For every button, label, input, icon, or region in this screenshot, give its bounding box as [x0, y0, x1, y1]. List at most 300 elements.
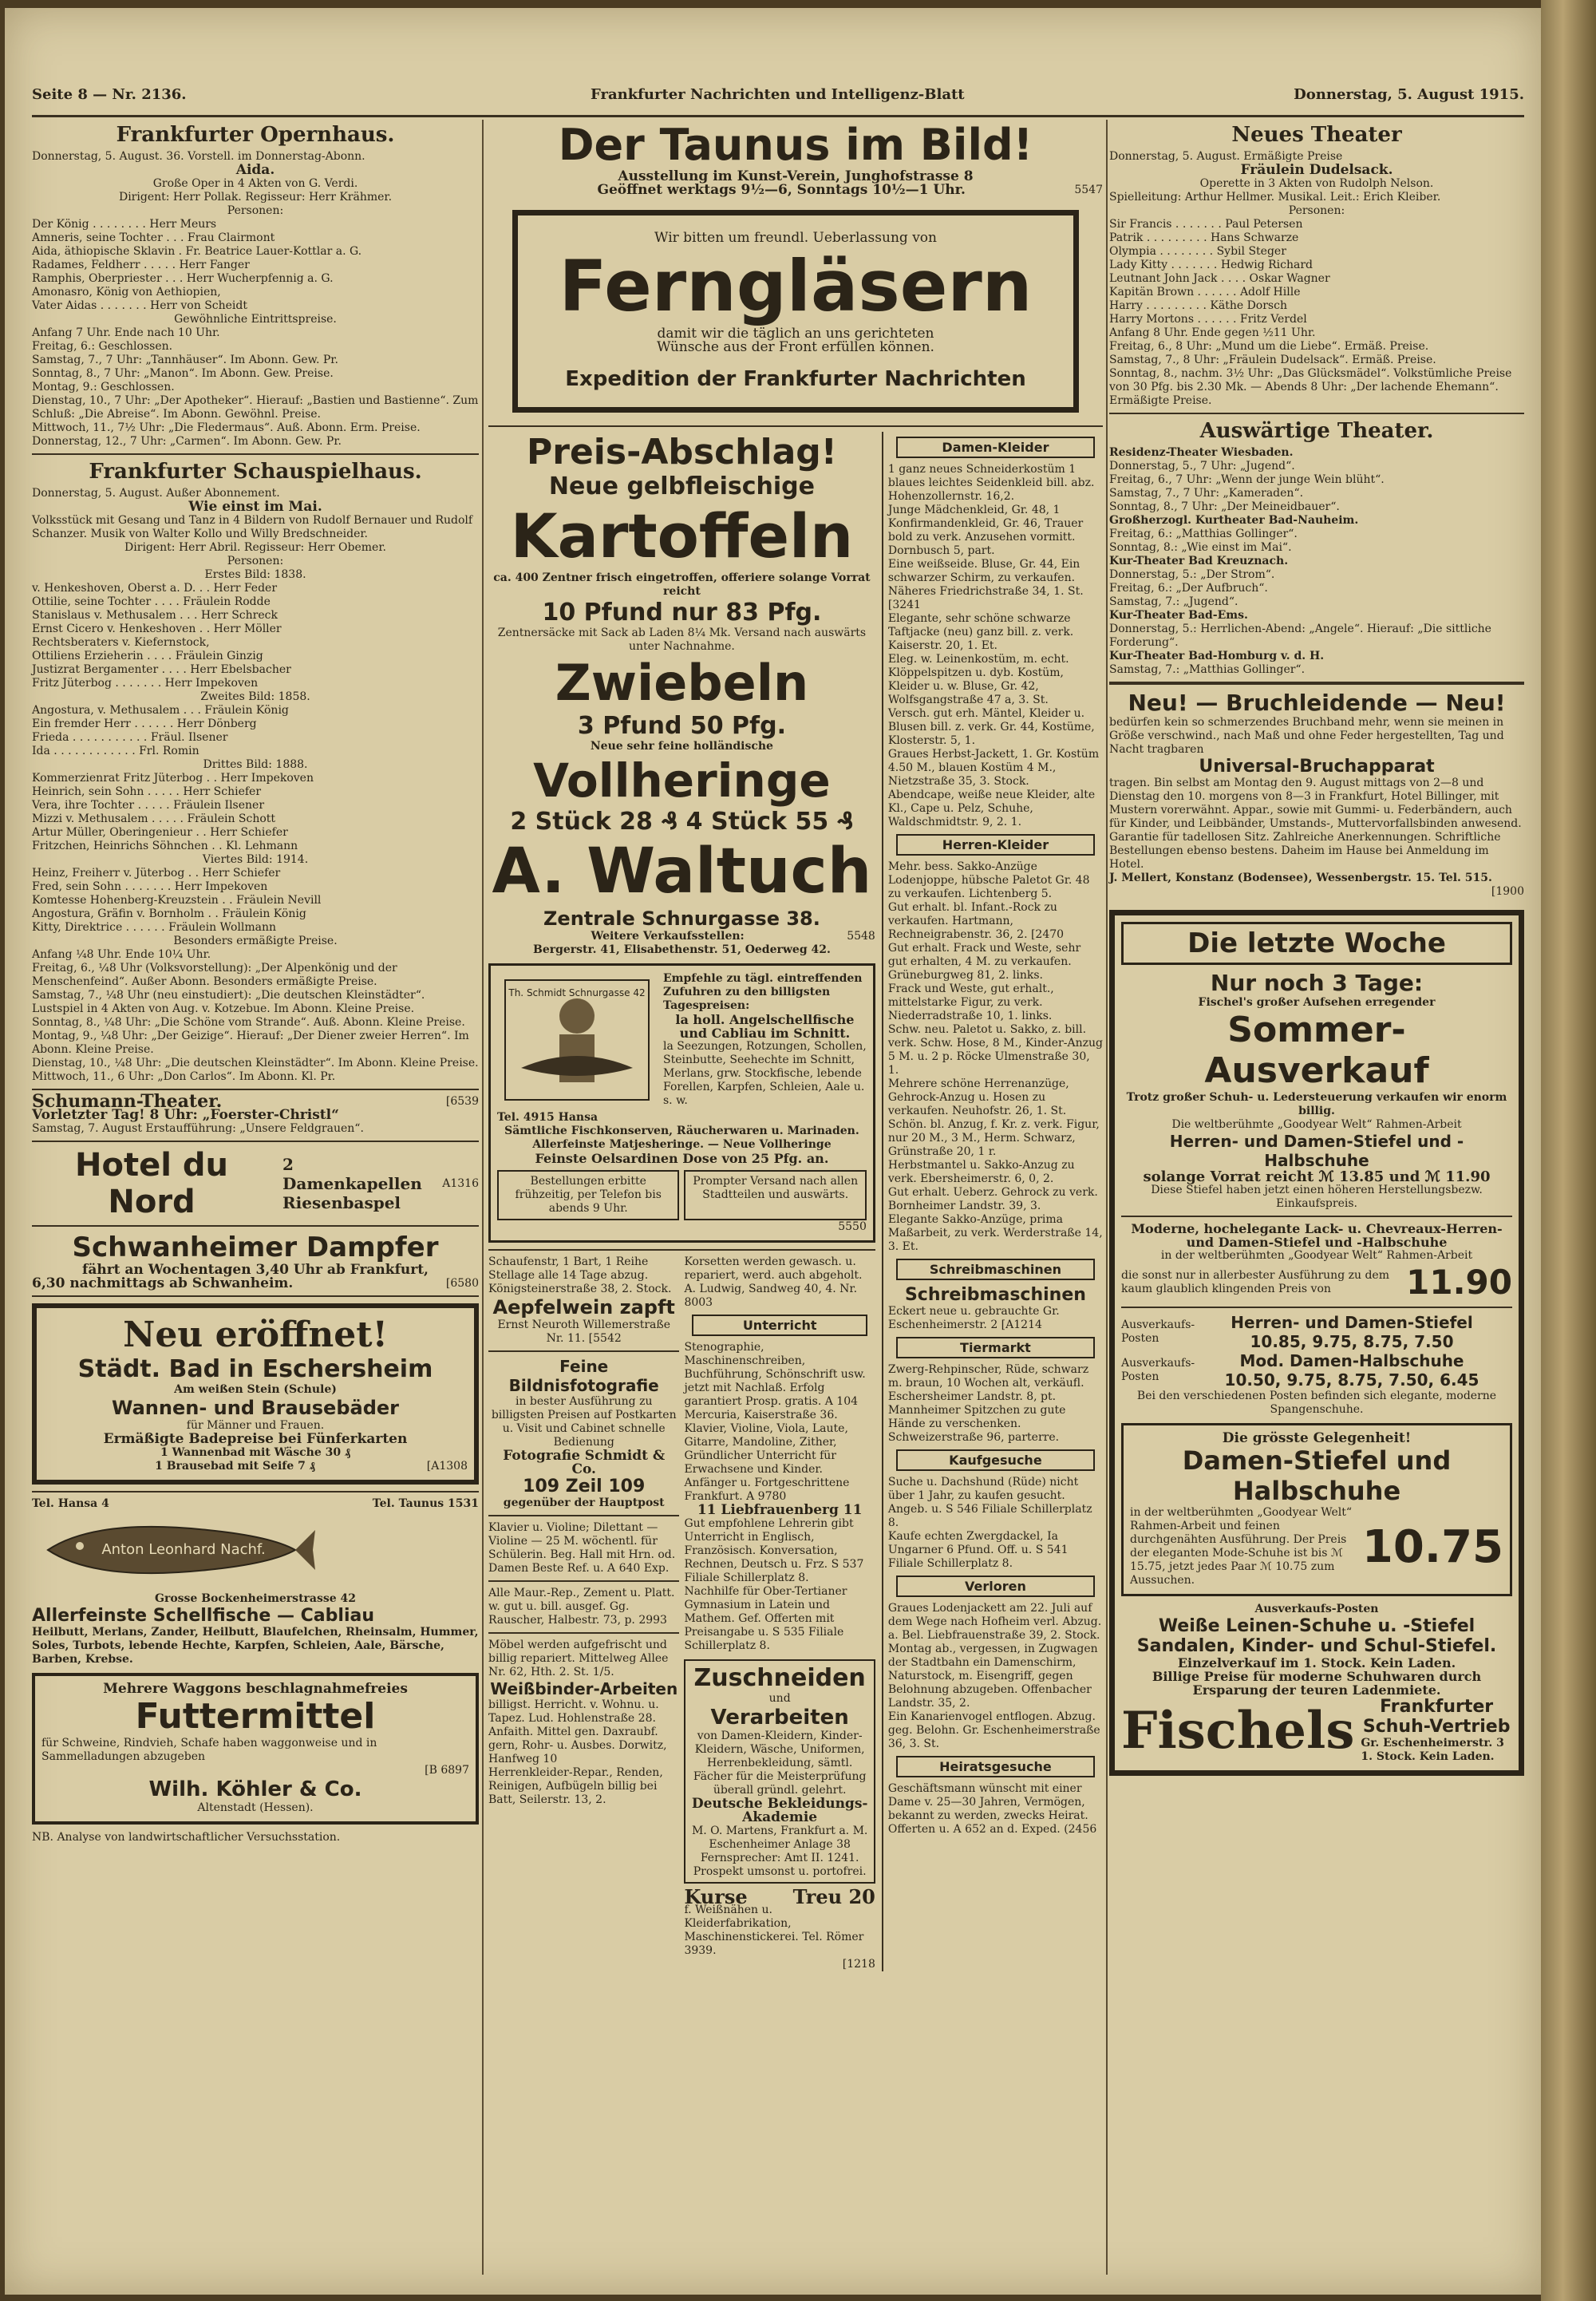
- hotel-text1: 2 Damenkapellen: [282, 1155, 422, 1193]
- schmidt-b2: Prompter Versand nach allen Stadtteilen und auswärts.: [684, 1170, 866, 1220]
- fischel-gel: Die grösste Gelegenheit!: [1222, 1430, 1412, 1446]
- header-left: Seite 8 — Nr. 2136.: [32, 86, 187, 103]
- zusch-und: und: [768, 1692, 791, 1705]
- ad-code: 5547: [1074, 184, 1103, 196]
- bad-loc: Am weißen Stein (Schule): [174, 1383, 337, 1396]
- opera-date: Donnerstag, 5. August. 36. Vorstell. im Donnerstag-Abonn.: [32, 150, 365, 163]
- small-ad: Klavier u. Violine; Dilettant — Violine — 25 M. wöchentl. für Schülerin. Beg. Hall mit Hrn. od. Damen Beste Ref. u. A 640 Exp.: [488, 1521, 676, 1575]
- classified: Frack und Weste, gut erhalt., mittelstarke Figur, zu verk. Niederradstraße 10, 1. links.: [887, 982, 1054, 1022]
- cast-line: Drittes Bild: 1888.: [203, 758, 308, 771]
- classified: Abendcape, weiße neue Kleider, alte Kl., Cape u. Pelz, Schuhe, Waldschmidtstr. 9, 2. 1.: [887, 789, 1096, 828]
- fischel-addr2: 1. Stock. Kein Laden.: [1361, 1750, 1495, 1763]
- cast-line: Patrik . . . . . . . . . Hans Schwarze: [1109, 231, 1299, 244]
- theater-name: Residenz-Theater Wiesbaden.: [1109, 446, 1294, 459]
- schmidt-matj: Allerfeinste Matjesheringe. — Neue Vollheringe: [532, 1138, 832, 1151]
- cast-line: v. Henkeshoven, Oberst a. D. . . Herr Feder: [32, 582, 278, 595]
- futter-place: Altenstadt (Hessen).: [197, 1801, 314, 1814]
- section-kaufgesuche: Kaufgesuche: [896, 1449, 1095, 1471]
- cast-line: Fritzchen, Heinrichs Söhnchen . . Kl. Lehmann: [32, 840, 298, 852]
- section-damen: Damen-Kleider: [896, 437, 1095, 458]
- bek-phone: Fernsprecher: Amt II. 1241. Prospekt umsonst u. portofrei.: [693, 1852, 867, 1878]
- cast-line: Heinrich, sein Sohn . . . . . Herr Schiefer: [32, 785, 262, 798]
- schauspiel-schedule: [32, 962, 479, 1084]
- fischel-note1: Diese Stiefel haben jetzt einen höheren Herstellungsbezw. Einkaufspreis.: [1151, 1184, 1483, 1210]
- bad-title: Neu eröffnet!: [123, 1315, 388, 1355]
- cast-line: Fred, sein Sohn . . . . . . . Herr Impekoven: [32, 880, 268, 893]
- photo-title: Feine Bildnisfotografie: [508, 1357, 659, 1395]
- theater-name: Kur-Theater Bad-Ems.: [1109, 609, 1248, 622]
- cast-line: Ernst Cicero v. Henkeshoven . . Herr Möller: [32, 623, 282, 635]
- cast-line: Harry Mortons . . . . . . Fritz Verdel: [1109, 313, 1307, 326]
- classified: Eleg. w. Leinenkostüm, m. echt. Klöppelspitzen u. dyb. Kostüm, Kleider u. w. Bluse, Gr. 42, Wolfsgangstraße 47 a, 3. St.: [887, 653, 1069, 706]
- divider: [32, 1141, 479, 1142]
- schedule-line: Freitag, 6.: „Matthias Gollinger“.: [1109, 528, 1298, 540]
- fern-line1: damit wir die täglich an uns gerichteten: [657, 326, 934, 342]
- cast-line: Heinz, Freiherr v. Jüterbog . . Herr Schiefer: [32, 867, 281, 880]
- cast-line: Kommerzienrat Fritz Jüterbog . . Herr Impekoven: [32, 772, 314, 785]
- small-ad: 11 Liebfrauenberg 11: [697, 1502, 863, 1518]
- ad-code: A1316: [442, 1176, 479, 1190]
- taunus-ad: [488, 120, 1103, 197]
- schmidt-sard: Feinste Oelsardinen Dose von 25 Pfg. an.: [535, 1151, 829, 1166]
- fischel-price2-text: die sonst nur in allerbester Ausführung zu dem kaum glaublich klingenden Preis von: [1121, 1268, 1389, 1295]
- classified: Mehr. bess. Sakko-Anzüge Lodenjoppe, hübsche Paletot Gr. 48 zu verkaufen. Lichtenberg 5.: [887, 860, 1090, 900]
- schauspiel-persons: Personen:: [227, 555, 284, 567]
- weis-title: Weißbinder-Arbeiten: [490, 1679, 678, 1698]
- taunus-line1: Ausstellung im Kunst-Verein, Junghofstrasse 8: [618, 168, 974, 184]
- fisch-list: Heilbutt, Merlans, Zander, Heilbutt, Blaufelchen, Rheinsalm, Hummer, Soles, Turbots, lebende Hechte, Karpfen, Schleien, Aale, Bärsche, Barben, Krebse.: [32, 1626, 479, 1666]
- schedule-line: Dienstag, 10., ¼8 Uhr: „Die deutschen Kleinstädter“. Im Abonn. Kleine Preise.: [32, 1057, 479, 1069]
- schedule-line: Freitag, 6., 8 Uhr: „Mund um die Liebe“. Ermäß. Preise.: [1109, 340, 1429, 353]
- fischel-sub: Fischel's großer Aufsehen erregender: [1198, 996, 1436, 1009]
- header-center: Frankfurter Nachrichten und Intelligenz-Blatt: [591, 86, 965, 103]
- cast-line: Artur Müller, Oberingenieur . . Herr Schiefer: [32, 826, 288, 839]
- cast-line: Vera, ihre Tochter . . . . . Fräulein Ilsener: [32, 799, 265, 812]
- schedule-line: Sonntag, 8.: „Wie einst im Mai“.: [1109, 541, 1292, 554]
- fisch-brand: Anton Leonhard Nachf.: [101, 1541, 266, 1558]
- classified: Schön. bl. Anzug, f. Kr. z. verk. Figur, nur 20 M., 3 M., Herm. Schwarz, Grünstraße 20, 1 r.: [887, 1118, 1100, 1158]
- ad-code: [6539: [445, 1095, 479, 1108]
- section-schreibmaschinen: Schreibmaschinen: [896, 1259, 1095, 1280]
- small-ad: Herrenkleider-Repar., Renden, Reinigen, Aufbügeln billig bei Batt, Seilerstr. 13, 2.: [488, 1766, 663, 1806]
- dampfer-line1: fährt an Wochentagen 3,40 Uhr ab Frankfurt,: [82, 1262, 429, 1278]
- cast-line: Ottiliens Erzieherin . . . . Fräulein Ginzig: [32, 650, 263, 662]
- hotel-ad: [32, 1147, 479, 1220]
- classified: Graues Herbst-Jackett, 1. Gr. Kostüm 4.50 M., blauen Kostüm 4 M., Nietzstraße 35, 3. Stock.: [887, 748, 1100, 788]
- fisch-tel-left: Tel. Hansa 4: [32, 1497, 109, 1510]
- fischel-ds: Damen-Stiefel und Halbschuhe: [1182, 1445, 1452, 1506]
- taunus-title: Der Taunus im Bild!: [558, 120, 1033, 170]
- ad-code: [A1308: [426, 1460, 468, 1473]
- schedule-line: Sonntag, 8., 7 Uhr: „Der Meineidbauer“.: [1109, 500, 1340, 513]
- fischel-price1: solange Vorrat reicht ℳ 13.85 und ℳ 11.90: [1143, 1168, 1491, 1185]
- classified: Zwerg-Rehpinscher, Rüde, schwarz m. braun, 10 Wochen alt, verkäufl. Eschersheimer Landstr. 8, pt.: [887, 1363, 1089, 1403]
- fischel-days: Nur noch 3 Tage:: [1210, 970, 1424, 996]
- cast-line: Radames, Feldherr . . . . . Herr Fanger: [32, 259, 250, 271]
- schauspiel-title: Frankfurter Schauspielhaus.: [89, 460, 422, 484]
- classified: Schreibmaschinen: [904, 1285, 1086, 1305]
- waltuch-zw-price: 3 Pfund 50 Pfg.: [577, 712, 786, 740]
- bad-name: Städt. Bad in Eschersheim: [77, 1355, 433, 1383]
- small-ad: Möbel werden aufgefrischt und billig repariert. Mittelweg Allee Nr. 62, Hth. 2. St. 1/5.: [488, 1639, 669, 1678]
- cast-line: Frieda . . . . . . . . . . . Fräul. Ilsener: [32, 731, 228, 744]
- classified: Eine weißseide. Bluse, Gr. 44, Ein schwarzer Schirm, zu verkaufen. Näheres Friedrichstraße 34, 1. St. [3241: [887, 558, 1084, 611]
- waltuch-voll: Vollheringe: [533, 753, 831, 808]
- schmidt-line: Sämtliche Fischkonserven, Räucherwaren u. Marinaden.: [504, 1125, 859, 1137]
- column-3: [1109, 120, 1524, 1782]
- opera-title: Frankfurter Opernhaus.: [116, 123, 395, 147]
- schedule-line: Freitag, 6., 7 Uhr: „Wenn der junge Wein blüht“.: [1109, 473, 1385, 486]
- schedule-line: Samstag, 7.: „Jugend“.: [1109, 595, 1238, 608]
- schedule-line: Donnerstag, 5.: Herrlichen-Abend: „Angele“. Hierauf: „Die sittliche Forderung“.: [1109, 623, 1491, 649]
- schedule-line: Dienstag, 10., 7 Uhr: „Der Apotheker“. Hierauf: „Bastien und Bastienne“. Zum Schluß: „Die Abreise“. Im Abonn. Gewöhnl. Preise.: [32, 394, 479, 421]
- ad-code: [B 6897: [425, 1764, 469, 1777]
- classified: Mannheimer Spitzchen zu gute Hände zu verschenken. Schweizerstraße 96, parterre.: [887, 1404, 1066, 1444]
- bruch-title: Neu! — Bruchleidende — Neu!: [1128, 690, 1506, 716]
- divider: [488, 425, 1103, 427]
- fisch-headline: Allerfeinste Schellfische — Cabliau: [32, 1606, 374, 1626]
- col2-split: [488, 432, 1103, 1971]
- schedule-line: Samstag, 7., 7 Uhr: „Tannhäuser“. Im Abonn. Gew. Pr.: [32, 354, 338, 366]
- bad-price-2: 1 Brausebad mit Seife 7 ₰: [155, 1460, 315, 1473]
- schmidt-h1: Empfehle zu tägl. eintreffenden Zufuhren zu den billigsten Tagespreisen:: [663, 972, 863, 1012]
- fisch-address: Grosse Bockenheimerstrasse 42: [154, 1592, 357, 1605]
- ad-code: [1900: [1491, 885, 1524, 898]
- opera-info: Große Oper in 4 Akten von G. Verdi.: [152, 177, 358, 190]
- fischel-item4: Mod. Damen-Halbschuhe: [1239, 1351, 1464, 1370]
- divider: [1109, 682, 1524, 685]
- classified: Schw. neu. Paletot u. Sakko, z. bill. verk. Schw. Hose, 8 M., Kinder-Anzug 5 M. u. 2 p. Röcke Ulmenstraße 30, 1.: [887, 1023, 1103, 1077]
- col2-right: [882, 432, 1103, 1971]
- small-ad: billigst. Herricht. v. Wohnu. u. Tapez. Lud. Hohlenstraße 28.: [488, 1698, 659, 1725]
- neues-title: Neues Theater: [1231, 123, 1402, 147]
- small-ad: Korsetten werden gewasch. u. repariert, werd. auch abgeholt. A. Ludwig, Sandweg 40, 4. Nr. 8003: [684, 1255, 863, 1309]
- fernglaeser-ad: [512, 210, 1079, 413]
- classified: Versch. gut erh. Mäntel, Kleider u. Blusen bill. z. verk. Gr. 44, Kostüme, Klosterstr. 5, 1.: [887, 707, 1095, 747]
- divider: [32, 1295, 479, 1297]
- classified: Elegante Sakko-Anzüge, prima Maßarbeit, zu verk. Werderstraße 14, 3. Et.: [887, 1213, 1103, 1253]
- col2-left: [488, 432, 875, 1971]
- waltuch-info: ca. 400 Zentner frisch eingetroffen, offeriere solange Vorrat reicht: [493, 571, 871, 598]
- section-herren: Herren-Kleider: [896, 834, 1095, 856]
- cast-line: Komtesse Hohenberg-Kreuzstein . . Fräulein Nevill: [32, 894, 322, 907]
- zusch-text: von Damen-Kleidern, Kinder-Kleidern, Wäsche, Uniformen, Herrenbekleidung, sämtl. Fächer für die Meisterprüfung überall gründl. gelehrt.: [693, 1730, 867, 1797]
- small-ad: Nachhilfe für Ober-Tertianer Gymnasium in Latein und Mathem. Gef. Offerten mit Preisangabe u. S 535 Filiale Schillerplatz 8.: [684, 1585, 847, 1652]
- bruch-text2: tragen. Bin selbst am Montag den 9. August mittags von 2—8 und Dienstag den 10. morgens von 8—3 in Frankfurt, Hotel Billinger, mit Mustern vorerwähnt. Appar., sowie mit Gummi- u. Federbändern, auch für Kinder, und Leibbänder, Umstands-, Muttervorfallsbinden anwesend. Garantie für tadellosen Sitz. Zahlreiche Anerkennungen. Schriftliche Bestellungen ebenso bestens. Daheim im Hause bei Anmeldung im Hotel.: [1109, 777, 1522, 871]
- schedule-line: Donnerstag, 5., 7 Uhr: „Jugend“.: [1109, 460, 1295, 472]
- fischel-firm: Frankfurter Schuh-Vertrieb: [1362, 1697, 1511, 1737]
- waltuch-streets: Bergerstr. 41, Elisabethenstr. 51, Oederweg 42.: [532, 943, 831, 956]
- divider: [32, 1225, 479, 1227]
- opera-start: Anfang 7 Uhr. Ende nach 10 Uhr.: [32, 326, 220, 339]
- cast-line: Ottilie, seine Tochter . . . . Fräulein Rodde: [32, 595, 271, 608]
- fern-line2: Wünsche aus der Front erfüllen können.: [657, 339, 934, 355]
- schauspiel-start: Anfang ¼8 Uhr. Ende 10¼ Uhr.: [32, 948, 211, 961]
- schedule-line: Sonntag, 8., 7 Uhr: „Manon“. Im Abonn. Gew. Preise.: [32, 367, 334, 380]
- cast-line: Sir Francis . . . . . . . Paul Petersen: [1109, 218, 1303, 231]
- section-verloren: Verloren: [896, 1576, 1095, 1597]
- fischel-item3: Herren- und Damen-Stiefel: [1231, 1313, 1473, 1332]
- schedule-line: Sonntag, 8., nachm. 3½ Uhr: „Das Glücksmädel“. Volkstümliche Preise von 30 Pfg. bis 2.30 Mk. — Abends 8 Uhr: „Der lachende Ehemann“. Ermäßigte Preise.: [1109, 367, 1512, 407]
- bad-price-1: 1 Wannenbad mit Wäsche 30 ₰: [160, 1446, 350, 1459]
- schedule-line: Donnerstag, 12., 7 Uhr: „Carmen“. Im Abonn. Gew. Pr.: [32, 435, 342, 448]
- small-ad: Stenographie, Maschinenschreiben, Buchführung, Schönschrift usw. jetzt mit Nachlaß. Erfolg garantiert Prosp. gratis. A 104 Mercuria, Kaiserstraße 36.: [684, 1341, 866, 1421]
- photo-addr: 109 Zeil 109: [523, 1477, 646, 1496]
- neues-persons: Personen:: [1288, 204, 1345, 217]
- schmidt-tel: Tel. 4915 Hansa: [497, 1111, 598, 1124]
- cast-line: Zweites Bild: 1858.: [200, 690, 310, 703]
- schedule-line: Mittwoch, 11., 6 Uhr: „Don Carlos“. Im Abonn. Kl. Pr.: [32, 1070, 336, 1083]
- waltuch-zwiebeln: Zwiebeln: [555, 654, 809, 712]
- fischel-head: Die letzte Woche: [1121, 922, 1512, 965]
- cast-line: Justizrat Bergamenter . . . . Herr Ebelsbacher: [32, 663, 291, 676]
- classified: Gut erhalt. Ueberz. Gehrock zu verk. Bornheimer Landstr. 39, 3.: [887, 1186, 1098, 1212]
- bruch-ad: [1109, 690, 1524, 899]
- schedule-line: Montag, 9., ¼8 Uhr: „Der Geizige“. Hierauf: „Der Diener zweier Herren“. Im Abonn. Kleine Preise.: [32, 1030, 469, 1056]
- neues-date: Donnerstag, 5. August. Ermäßigte Preise: [1109, 150, 1343, 163]
- cast-line: Fritz Jüterbog . . . . . . . Herr Impekoven: [32, 677, 259, 690]
- fischel-ds-price: 10.75: [1361, 1520, 1503, 1573]
- divider: [32, 453, 479, 455]
- classified: Geschäftsmann wünscht mit einer Dame v. 25—30 Jahren, Vermögen, bekannt zu werden, zwecks Heirat. Offerten u. A 652 an d. Exped. (2456: [887, 1782, 1097, 1836]
- schmidt-brand: Th. Schmidt Schnurgasse 42: [508, 987, 646, 998]
- taunus-line2: Geöffnet werktags 9½—6, Sonntags 10½—1 Uhr.: [597, 182, 966, 198]
- ausw-title: Auswärtige Theater.: [1199, 419, 1434, 443]
- waltuch-branches: Weitere Verkaufsstellen:: [591, 930, 745, 943]
- fischel-bill: Billige Preise für moderne Schuhwaren durch Ersparung der teuren Ladenmiete.: [1152, 1669, 1482, 1698]
- theater-name: Großherzogl. Kurtheater Bad-Nauheim.: [1109, 514, 1359, 527]
- fischel-price3: 10.85, 9.75, 8.75, 7.50: [1250, 1332, 1454, 1351]
- header-rule: [32, 115, 1524, 117]
- cast-line: Kitty, Direktrice . . . . . . Fräulein Wollmann: [32, 921, 277, 934]
- fischel-goodyear2: in der weltberühmten „Goodyear Welt“ Rahmen-Arbeit: [1160, 1249, 1473, 1262]
- classified: Gut erhalt. bl. Infant.-Rock zu verkaufen. Hartmann, Rechneigrabenstr. 36, 2. [2470: [887, 901, 1065, 941]
- section-unterricht: Unterricht: [692, 1315, 867, 1336]
- cast-line: Leutnant John Jack . . . . Oskar Wagner: [1109, 272, 1330, 285]
- bad-type: Wannen- und Brausebäder: [111, 1397, 399, 1419]
- opera-persons: Personen:: [227, 204, 284, 217]
- section-heiratsgesuche: Heiratsgesuche: [896, 1756, 1095, 1777]
- fischel-ad: [1109, 910, 1524, 1776]
- schedule-line: Samstag, 7., ¼8 Uhr (neu einstudiert): „Die deutschen Kleinstädter“. Lustspiel in 4 Akten von Aug. v. Kotzebue. Im Abonn. Kleine Preise.: [32, 989, 425, 1015]
- neues-start: Anfang 8 Uhr. Ende gegen ½11 Uhr.: [1109, 326, 1316, 339]
- waltuch-title: Preis-Abschlag!: [527, 432, 837, 472]
- cast-line: Der König . . . . . . . . Herr Meurs: [32, 218, 217, 231]
- schedule-line: Samstag, 7.: „Matthias Gollinger“.: [1109, 663, 1306, 676]
- classified: Mehrere schöne Herrenanzüge, Gehrock-Anzug u. Hosen zu verkaufen. Neuhofstr. 26, 1. St.: [887, 1077, 1069, 1117]
- fischel-ds-text: in der weltberühmten „Goodyear Welt“ Rahmen-Arbeit und feinen durchgenähten Ausführung. Der Preis der eleganten Mode-Schuhe ist bis ℳ 15.75, jetzt jedes Paar ℳ 10.75 zum Aussuchen.: [1130, 1506, 1353, 1587]
- zuschneiden-ad: [684, 1659, 875, 1884]
- schedule-line: Freitag, 6., ¼8 Uhr (Volksvorstellung): „Der Alpenkönig und der Menschenfeind“. Außer Abonn. Besonders ermäßigte Preise.: [32, 962, 397, 988]
- cast-line: Amneris, seine Tochter . . . Frau Clairmont: [32, 231, 275, 244]
- waltuch-item: Kartoffeln: [510, 500, 854, 571]
- classified: Junge Mädchenkleid, Gr. 48, 1 Konfirmandenkleid, Gr. 46, Trauer bold zu verk. Anzusehen vormitt. Dornbusch 5, part.: [887, 504, 1084, 557]
- bek-addr: M. O. Martens, Frankfurt a. M. Eschenheimer Anlage 38: [691, 1825, 868, 1851]
- theater-name: Kur-Theater Bad Kreuznach.: [1109, 555, 1289, 567]
- small-ad: Anfaith. Mittel gen. Daxraubf. gern, Rohr- u. Ausbes. Dorwitz, Hanfweg 10: [488, 1726, 667, 1765]
- header-right: Donnerstag, 5. August 1915.: [1294, 86, 1524, 103]
- fischel-einz: Einzelverkauf im 1. Stock. Kein Laden.: [1177, 1655, 1456, 1670]
- cast-line: Ramphis, Oberpriester . . . Herr Wucherpfennig a. G.: [32, 272, 334, 285]
- schmidt-list: la Seezungen, Rotzungen, Schollen, Steinbutte, Seehechte im Schnitt, Merlans, grw. Stockfische, lebende Forellen, Karpfen, Schleien, Aale u. s. w.: [663, 1040, 867, 1107]
- bad-ad: [32, 1303, 479, 1485]
- futter-line2: für Schweine, Rindvieh, Schafe haben waggonweise und in Sammelladungen abzugeben: [41, 1737, 377, 1763]
- waltuch-name: A. Waltuch: [492, 836, 872, 907]
- fern-intro: Wir bitten um freundl. Ueberlassung von: [654, 230, 937, 246]
- cast-line: Mizzi v. Methusalem . . . . . Fräulein Schott: [32, 812, 276, 825]
- fisch-tel-right: Tel. Taunus 1531: [372, 1497, 479, 1510]
- fischel-posten: Ausverkaufs-Posten: [1121, 1319, 1195, 1345]
- fischel-gelegenheit: [1121, 1423, 1512, 1596]
- ad-code: 5548: [847, 930, 875, 943]
- bek-title: Deutsche Bekleidungs-Akademie: [691, 1796, 868, 1825]
- schedule-line: Freitag, 6.: Geschlossen.: [32, 340, 173, 353]
- small-ad: Schaufenstr, 1 Bart, 1 Reihe Stellage alle 14 Tage abzug. Königsteinerstraße 38, 2. Stock.: [488, 1255, 672, 1295]
- fishmonger-illustration: [497, 972, 657, 1108]
- cast-line: Rechtsberaters v. Kiefernstock,: [32, 636, 210, 649]
- fern-org: Expedition der Frankfurter Nachrichten: [565, 367, 1026, 391]
- neues-play: Fräulein Dudelsack.: [1240, 162, 1393, 178]
- cast-line: Kapitän Brown . . . . . . Adolf Hille: [1109, 286, 1301, 298]
- photo-name: Fotografie Schmidt & Co.: [503, 1448, 666, 1477]
- neues-dir: Spielleitung: Arthur Hellmer. Musikal. Leit.: Erich Kleiber.: [1109, 191, 1441, 204]
- waltuch-info2: Zentnersäcke mit Sack ab Laden 8¼ Mk. Versand nach auswärts unter Nachnahme.: [497, 627, 867, 653]
- column-divider: [482, 120, 484, 2275]
- cast-line: Vater Aidas . . . . . . . Herr von Scheidt: [32, 299, 247, 312]
- divider: [1109, 413, 1524, 414]
- opera-play: Aida.: [235, 162, 275, 178]
- fischel-line1: Trotz großer Schuh- u. Ledersteuerung verkaufen wir enorm billig.: [1126, 1091, 1507, 1117]
- schauspiel-play: Wie einst im Mai.: [188, 499, 322, 515]
- kurse-text: f. Weißnähen u. Kleiderfabrikation, Maschinenstickerei. Tel. Römer 3939.: [684, 1904, 864, 1957]
- waltuch-ad: [488, 432, 875, 957]
- bruch-name: Universal-Bruchapparat: [1199, 757, 1435, 777]
- opera-direction: Dirigent: Herr Pollak. Regisseur: Herr Krähmer.: [118, 191, 393, 204]
- schauspiel-cast: [32, 568, 479, 948]
- small-ads: [488, 1255, 875, 1971]
- divider: [488, 1249, 875, 1251]
- classified: 1 ganz neues Schneiderkostüm 1 blaues leichtes Seidenkleid bill. abz. Hohenzollernstr. 16,2.: [887, 463, 1095, 503]
- schumann-line2: Samstag, 7. August Erstaufführung: „Unsere Feldgrauen“.: [32, 1122, 364, 1135]
- fisch-ad: [32, 1497, 479, 1666]
- kurse-title: Kurse: [684, 1885, 748, 1908]
- cast-line: Olympia . . . . . . . . Sybil Steger: [1109, 245, 1286, 258]
- column-1: [32, 120, 479, 1844]
- schauspiel-info: Volksstück mit Gesang und Tanz in 4 Bildern von Rudolf Bernauer und Rudolf Schanzer. Musik von Walter Kollo und Willy Bredschneider.: [32, 514, 473, 540]
- waltuch-fein: Neue sehr feine holländische: [590, 740, 773, 753]
- schauspiel-date: Donnerstag, 5. August. Außer Abonnement.: [32, 487, 280, 500]
- fischel-posten: Ausverkaufs-Posten: [1121, 1357, 1195, 1383]
- page-header: [32, 86, 1524, 112]
- futter-title: Futtermittel: [135, 1696, 376, 1737]
- apfel-text: Ernst Neuroth Willemerstraße Nr. 11. [5542: [497, 1319, 670, 1345]
- schmidt-h2: la holl. Angelschellfische und Cabliau im Schnitt.: [675, 1012, 855, 1041]
- theater-name: Kur-Theater Bad-Homburg v. d. H.: [1109, 650, 1325, 662]
- cast-line: Lady Kitty . . . . . . . Hedwig Richard: [1109, 259, 1314, 271]
- waltuch-price: 10 Pfund nur 83 Pfg.: [542, 599, 822, 627]
- schumann-ad: [32, 1091, 479, 1136]
- cast-line: Aida, äthiopische Sklavin . Fr. Beatrice Lauer-Kottlar a. G.: [32, 245, 362, 258]
- fischel-item1: Herren- und Damen-Stiefel und -Halbschuhe: [1169, 1132, 1464, 1170]
- futter-ad: [32, 1673, 479, 1825]
- divider: [32, 1089, 479, 1090]
- ad-code: 5550: [838, 1220, 867, 1233]
- schmidt-b1: Bestellungen erbitte frühzeitig, per Telefon bis abends 9 Uhr.: [497, 1170, 679, 1220]
- cast-line: Stanislaus v. Methusalem . . . Herr Schreck: [32, 609, 278, 622]
- bad-prices: Ermäßigte Badepreise bei Fünferkarten: [103, 1431, 408, 1447]
- neues-cast: [1109, 218, 1524, 326]
- futter-note: NB. Analyse von landwirtschaftlicher Versuchsstation.: [32, 1831, 341, 1844]
- waltuch-voll-price: 2 Stück 28 ₰ 4 Stück 55 ₰: [510, 808, 854, 836]
- schauspiel-direction: Dirigent: Herr Abril. Regisseur: Herr Obemer.: [124, 541, 386, 554]
- schedule-line: Montag, 9.: Geschlossen.: [32, 381, 175, 393]
- column-2: [488, 120, 1103, 1971]
- cast-line: Amonasro, König von Aethiopien,: [32, 286, 221, 298]
- book-spine: [1541, 0, 1596, 2301]
- fischel-title: Sommer-Ausverkauf: [1204, 1010, 1429, 1091]
- classified: Kaufe echten Zwergdackel, Ia Ungarner 6 Pfund. Off. u. S 541 Filiale Schillerplatz 8.: [887, 1530, 1069, 1570]
- classified: Herbstmantel u. Sakko-Anzug zu verk. Ebersheimerstr. 6, 0, 2.: [887, 1159, 1075, 1185]
- fischel-goodyear: Die weltberühmte „Goodyear Welt“ Rahmen-Arbeit: [1171, 1118, 1462, 1131]
- fischel-price2: 11.90: [1406, 1263, 1512, 1302]
- small-ad: Gut empfohlene Lehrerin gibt Unterricht in Englisch, Französisch. Konversation, Rechnen, Deutsch u. Frz. S 537 Filiale Schillerplatz 8.: [684, 1517, 864, 1584]
- cast-line: Viertes Bild: 1914.: [202, 853, 309, 866]
- ad-code: [6580: [445, 1277, 479, 1290]
- schedule-line: Freitag, 6.: „Der Aufbruch“.: [1109, 582, 1268, 595]
- ad-code: [1218: [842, 1958, 875, 1971]
- futter-line1: Mehrere Waggons beschlagnahmefreies: [103, 1681, 408, 1697]
- fish-illustration: [32, 1514, 319, 1586]
- classified: Elegante, sehr schöne schwarze Taftjacke (neu) ganz bill. z. verk. Kaiserstr. 20, 1. Et.: [887, 612, 1074, 652]
- schumann-line1: Vorletzter Tag! 8 Uhr: „Foerster-Christl“: [32, 1107, 339, 1123]
- kurse-name: Treu 20: [792, 1885, 875, 1908]
- apfel-title: Aepfelwein zapft: [492, 1296, 675, 1319]
- waltuch-sub: Neue gelbfleischige: [548, 472, 815, 500]
- fischel-sand: Sandalen, Kinder- und Schul-Stiefel.: [1136, 1636, 1497, 1656]
- schedule-line: Samstag, 7., 7 Uhr: „Kameraden“.: [1109, 487, 1304, 500]
- cast-line: Gewöhnliche Eintrittspreise.: [174, 313, 337, 326]
- fischel-price4: 10.50, 9.75, 8.75, 7.50, 6.45: [1224, 1370, 1479, 1390]
- dampfer-title: Schwanheimer Dampfer: [72, 1232, 439, 1263]
- cast-line: Harry . . . . . . . . . Käthe Dorsch: [1109, 299, 1287, 312]
- classified: Suche u. Dachshund (Rüde) nicht über 1 Jahr, zu kaufen gesucht. Angeb. u. S 546 Filiale Schillerplatz 8.: [887, 1476, 1092, 1529]
- fischel-item2: Moderne, hochelegante Lack- u. Chevreaux-Herren- und Damen-Stiefel und -Halbschuhe: [1131, 1221, 1503, 1250]
- dampfer-line2: 6,30 nachmittags ab Schwanheim.: [32, 1275, 294, 1291]
- neues-info: Operette in 3 Akten von Rudolph Nelson.: [1199, 177, 1434, 190]
- photo-addr2: gegenüber der Hauptpost: [503, 1496, 665, 1509]
- column-divider: [1106, 120, 1108, 2275]
- divider: [32, 1491, 479, 1492]
- cast-line: Angostura, v. Methusalem . . . Fräulein König: [32, 704, 289, 717]
- verarb-title: Verarbeiten: [710, 1706, 849, 1730]
- classified: Graues Lodenjackett am 22. Juli auf dem Wege nach Hofheim verl. Abzug. a. Bel. Liebfrauenstraße 39, 2. Stock.: [887, 1602, 1102, 1642]
- schedule-line: Donnerstag, 5.: „Der Strom“.: [1109, 568, 1275, 581]
- dampfer-ad: [32, 1232, 479, 1291]
- hotel-name: Hotel du Nord: [75, 1147, 228, 1220]
- classified: Ein Kanarienvogel entflogen. Abzug. geg. Belohn. Gr. Eschenheimerstraße 36, 3. St.: [887, 1710, 1100, 1750]
- cast-line: Angostura, Gräfin v. Bornholm . . Fräulein König: [32, 907, 306, 920]
- cast-line: Ida . . . . . . . . . . . . Frl. Romin: [32, 745, 200, 757]
- futter-company: Wilh. Köhler & Co.: [148, 1777, 362, 1801]
- opera-cast: [32, 218, 479, 326]
- fischel-note4: Bei den verschiedenen Posten befinden sich elegante, moderne Spangenschuhe.: [1136, 1390, 1497, 1416]
- fischel-weisse: Weiße Leinen-Schuhe u. -Stiefel: [1158, 1616, 1476, 1636]
- fischel-posten2: Ausverkaufs-Posten: [1254, 1603, 1379, 1615]
- schedule-line: Sonntag, 8., ¼8 Uhr: „Die Schöne vom Strande“. Auß. Abonn. Kleine Preise.: [32, 1016, 465, 1029]
- cast-line: Ein fremder Herr . . . . . . Herr Dönberg: [32, 718, 257, 730]
- fischel-name: Fischels: [1121, 1700, 1355, 1761]
- schedule-line: Mittwoch, 11., 7½ Uhr: „Die Fledermaus“. Auß. Abonn. Erm. Preise.: [32, 421, 421, 434]
